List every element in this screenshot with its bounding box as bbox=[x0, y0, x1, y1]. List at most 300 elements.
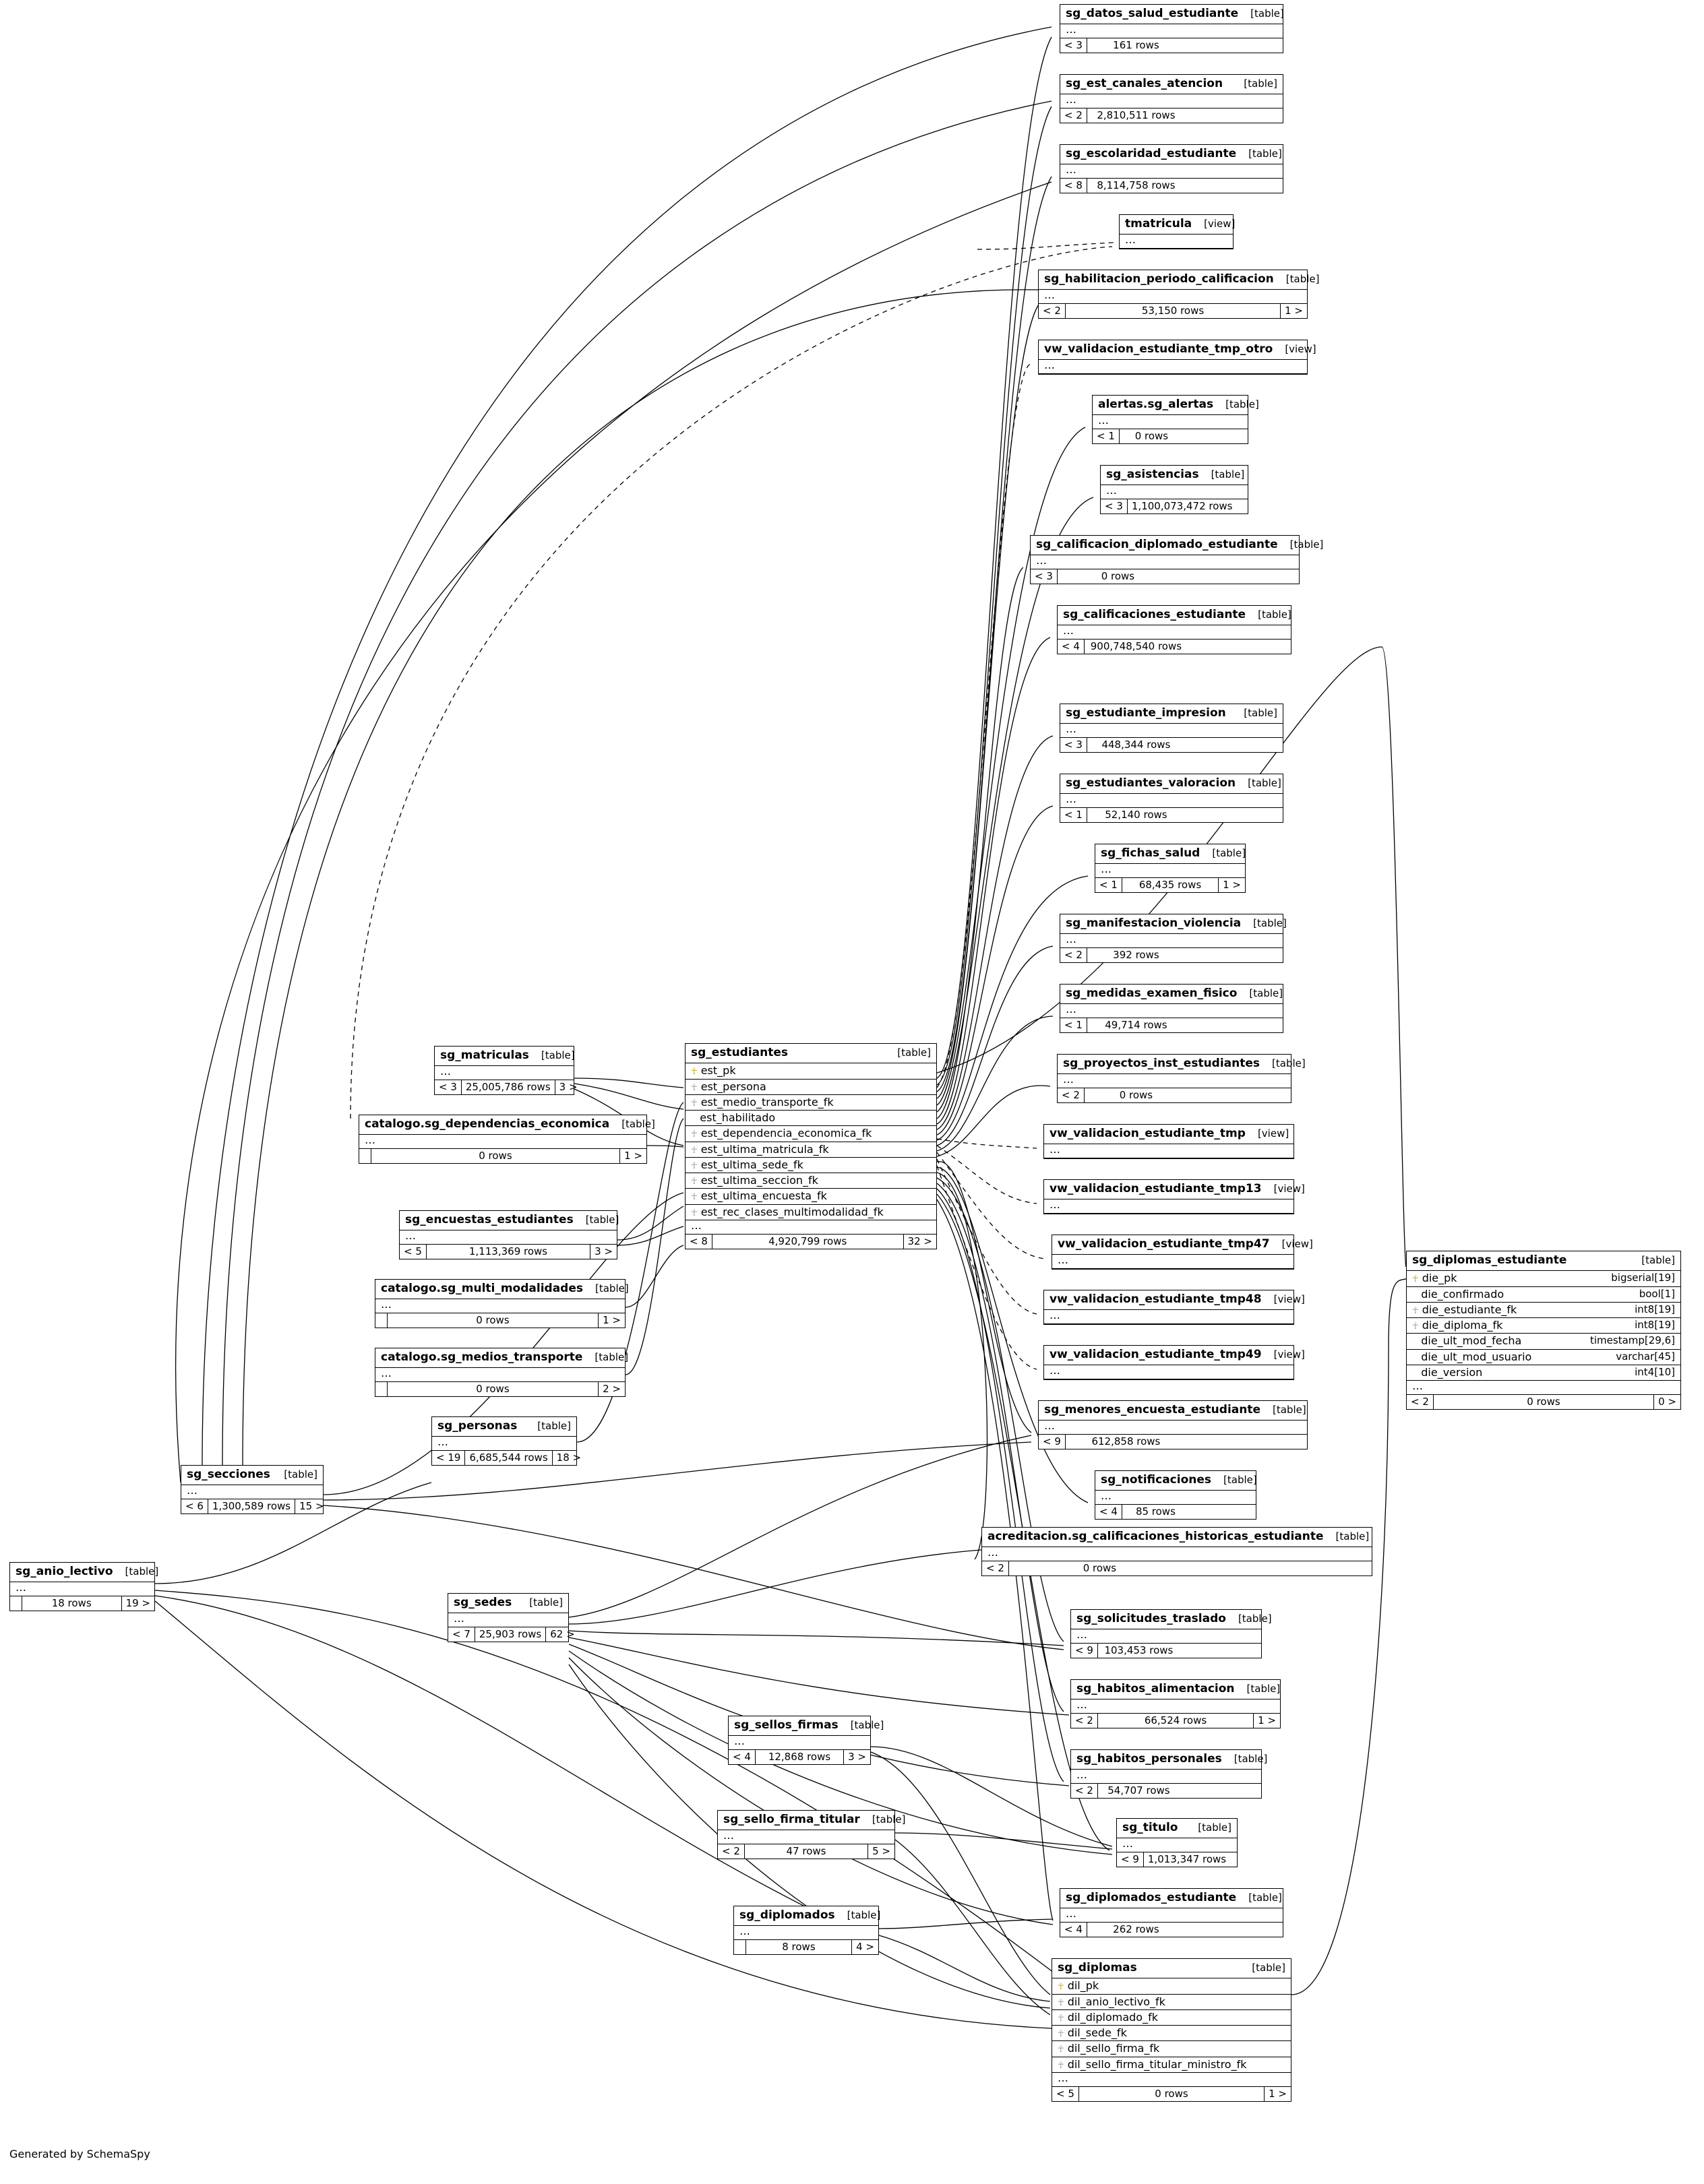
table-footer bbox=[1095, 1505, 1256, 1519]
row-count-label: 47 rows bbox=[786, 1845, 826, 1858]
table-node[interactable] bbox=[717, 1810, 906, 1859]
table-name-label: sg_estudiantes bbox=[691, 1046, 789, 1059]
incoming-fk-count: < 3 bbox=[1101, 499, 1128, 513]
column-type-label bbox=[917, 1111, 931, 1125]
more-columns-ellipsis: … bbox=[1052, 2073, 1291, 2087]
table-node[interactable] bbox=[1070, 1679, 1281, 1728]
table-header bbox=[1095, 844, 1245, 864]
column-name-wrap bbox=[691, 1143, 829, 1156]
outgoing-fk-count: 1 > bbox=[1218, 878, 1245, 892]
table-column-row bbox=[1052, 2057, 1291, 2072]
table-type-label: [table] bbox=[897, 1047, 931, 1059]
column-type-label bbox=[917, 1158, 931, 1172]
table-header bbox=[1101, 466, 1248, 485]
table-node[interactable] bbox=[1070, 1749, 1268, 1799]
column-name-wrap bbox=[691, 1158, 803, 1172]
table-name-label: sg_habitos_alimentacion bbox=[1076, 1682, 1235, 1695]
column-name-wrap bbox=[1058, 2058, 1246, 2071]
incoming-fk-count: < 2 bbox=[1060, 108, 1087, 123]
outgoing-fk-count: 2 > bbox=[598, 1382, 625, 1396]
table-node[interactable] bbox=[1052, 1958, 1291, 2102]
incoming-fk-count: < 5 bbox=[400, 1245, 427, 1259]
column-name-wrap bbox=[691, 1111, 775, 1125]
row-count-label: 0 rows bbox=[479, 1150, 512, 1162]
table-node[interactable] bbox=[1057, 605, 1291, 654]
outgoing-fk-count: 32 > bbox=[903, 1235, 936, 1249]
column-name-label: die_pk bbox=[1422, 1272, 1457, 1285]
table-node[interactable] bbox=[1119, 214, 1234, 249]
table-name-label: alertas.sg_alertas bbox=[1098, 398, 1214, 411]
foreign-key-icon: ☥ bbox=[1412, 1305, 1419, 1316]
table-column-row bbox=[1052, 1978, 1291, 1994]
table-header bbox=[1095, 1471, 1256, 1491]
table-type-label: [table] bbox=[621, 1118, 655, 1130]
column-name-wrap bbox=[691, 1080, 766, 1094]
table-header bbox=[359, 1115, 655, 1135]
table-name-label: sg_menores_encuesta_estudiante bbox=[1044, 1403, 1261, 1416]
outgoing-fk-count bbox=[1185, 808, 1283, 822]
outgoing-fk-count: 1 > bbox=[1253, 1714, 1280, 1728]
row-count-label: 0 rows bbox=[1119, 1089, 1153, 1102]
table-node[interactable] bbox=[1060, 144, 1283, 193]
table-column-row bbox=[686, 1205, 936, 1220]
column-type-label bbox=[917, 1206, 931, 1219]
table-name-label: sg_estudiante_impresion bbox=[1066, 706, 1226, 720]
more-columns-ellipsis: … bbox=[718, 1830, 894, 1844]
table-footer bbox=[1407, 1395, 1680, 1409]
table-type-label: [table] bbox=[1248, 148, 1282, 160]
column-type-label: int8[19] bbox=[1635, 1303, 1675, 1315]
more-columns-ellipsis: … bbox=[1044, 1365, 1294, 1379]
table-footer bbox=[400, 1245, 617, 1259]
table-footer bbox=[1071, 1644, 1261, 1658]
column-type-label: int4[10] bbox=[1635, 1365, 1675, 1378]
table-node[interactable] bbox=[1060, 914, 1287, 963]
table-node[interactable] bbox=[1043, 1124, 1294, 1159]
table-column-row bbox=[1407, 1334, 1680, 1349]
incoming-fk-count: < 3 bbox=[1060, 38, 1087, 53]
table-node[interactable] bbox=[1095, 844, 1246, 893]
row-count-label: 262 rows bbox=[1113, 1923, 1159, 1936]
row-count-label: 49,714 rows bbox=[1105, 1019, 1167, 1032]
table-footer bbox=[1039, 304, 1307, 318]
column-name-label: dil_sello_firma_titular_ministro_fk bbox=[1067, 2057, 1247, 2071]
table-node[interactable] bbox=[1060, 984, 1283, 1033]
table-type-label: [table] bbox=[1223, 1474, 1257, 1486]
table-header bbox=[1060, 774, 1283, 794]
more-columns-ellipsis: … bbox=[1071, 1770, 1261, 1784]
incoming-fk-count bbox=[375, 1313, 388, 1328]
column-name-wrap bbox=[691, 1174, 818, 1187]
more-columns-ellipsis: … bbox=[1117, 1838, 1237, 1852]
row-count-label: 103,453 rows bbox=[1104, 1644, 1174, 1657]
incoming-fk-count bbox=[375, 1382, 388, 1396]
column-name-label: dil_sello_firma_fk bbox=[1067, 2042, 1160, 2055]
table-name-label: sg_escolaridad_estudiante bbox=[1066, 147, 1237, 160]
table-node[interactable] bbox=[1043, 1179, 1305, 1214]
table-column-row bbox=[686, 1095, 936, 1111]
outgoing-fk-count bbox=[1180, 1784, 1261, 1798]
more-columns-ellipsis: … bbox=[1093, 415, 1248, 429]
table-column-row bbox=[1407, 1303, 1680, 1318]
outgoing-fk-count bbox=[1185, 1018, 1283, 1032]
foreign-key-icon: ☥ bbox=[691, 1160, 698, 1171]
table-header bbox=[1052, 1235, 1313, 1255]
column-name-label: est_ultima_seccion_fk bbox=[700, 1174, 818, 1187]
table-header bbox=[982, 1528, 1372, 1547]
foreign-key-icon: ☥ bbox=[691, 1098, 698, 1109]
table-node[interactable] bbox=[1060, 774, 1283, 823]
table-column-row bbox=[686, 1063, 936, 1079]
table-name-label: vw_validacion_estudiante_tmp47 bbox=[1058, 1237, 1270, 1251]
outgoing-fk-count: 1 > bbox=[598, 1313, 625, 1328]
row-count-label: 54,707 rows bbox=[1107, 1784, 1170, 1797]
table-footer bbox=[1071, 1784, 1261, 1798]
column-type-label bbox=[1272, 1995, 1285, 2009]
row-count-label: 0 rows bbox=[1155, 2087, 1188, 2100]
table-footer bbox=[359, 1149, 646, 1163]
column-type-label bbox=[917, 1096, 931, 1109]
row-count-label: 4,920,799 rows bbox=[768, 1235, 847, 1247]
column-name-label: dil_anio_lectivo_fk bbox=[1067, 1995, 1165, 2008]
column-name-label: die_diploma_fk bbox=[1422, 1319, 1503, 1332]
table-node[interactable] bbox=[375, 1279, 629, 1328]
incoming-fk-count: < 1 bbox=[1095, 878, 1122, 892]
generator-credit: Generated by SchemaSpy bbox=[9, 2148, 150, 2160]
table-header bbox=[400, 1211, 617, 1230]
column-name-wrap bbox=[1412, 1272, 1457, 1285]
more-columns-ellipsis: … bbox=[1044, 1144, 1294, 1158]
table-node[interactable] bbox=[1095, 1470, 1256, 1520]
table-type-label: [table] bbox=[1249, 987, 1283, 999]
table-name-label: sg_fichas_salud bbox=[1101, 846, 1200, 860]
outgoing-fk-count bbox=[1178, 569, 1299, 584]
incoming-fk-count: < 8 bbox=[686, 1235, 712, 1249]
table-footer bbox=[734, 1940, 878, 1954]
table-type-label: [table] bbox=[541, 1049, 575, 1061]
table-footer bbox=[375, 1382, 625, 1396]
outgoing-fk-count bbox=[1188, 639, 1291, 654]
table-node[interactable] bbox=[1043, 1345, 1305, 1380]
more-columns-ellipsis: … bbox=[375, 1368, 625, 1382]
incoming-fk-count: < 3 bbox=[1031, 569, 1058, 584]
more-columns-ellipsis: … bbox=[1095, 864, 1245, 878]
table-node[interactable] bbox=[181, 1465, 324, 1514]
row-count-label: 8,114,758 rows bbox=[1097, 179, 1176, 192]
table-type-label: [table] bbox=[1258, 609, 1291, 621]
more-columns-ellipsis: … bbox=[1101, 485, 1248, 499]
table-type-label: [table] bbox=[1253, 917, 1287, 929]
table-type-label: [table] bbox=[1272, 1057, 1306, 1069]
row-count-label: 612,858 rows bbox=[1091, 1435, 1161, 1448]
table-footer bbox=[1060, 38, 1283, 53]
table-node[interactable] bbox=[1116, 1818, 1238, 1867]
more-columns-ellipsis: … bbox=[359, 1135, 646, 1149]
table-name-label: sg_notificaciones bbox=[1101, 1473, 1212, 1487]
table-header bbox=[448, 1594, 568, 1613]
table-type-label: [view] bbox=[1273, 1293, 1305, 1305]
table-header bbox=[1060, 145, 1283, 164]
table-footer bbox=[1060, 738, 1283, 752]
foreign-key-icon: ☥ bbox=[691, 1177, 698, 1187]
table-column-row bbox=[1407, 1365, 1680, 1380]
more-columns-ellipsis: … bbox=[1060, 1908, 1283, 1923]
column-name-wrap bbox=[1412, 1288, 1504, 1301]
more-columns-ellipsis: … bbox=[10, 1582, 154, 1596]
row-count-label: 85 rows bbox=[1135, 1505, 1176, 1518]
table-name-label: sg_diplomas bbox=[1058, 1961, 1137, 1974]
outgoing-fk-count: 3 > bbox=[555, 1080, 582, 1094]
table-column-row bbox=[686, 1158, 936, 1173]
incoming-fk-count: < 4 bbox=[1058, 639, 1085, 654]
table-type-label: [table] bbox=[125, 1565, 159, 1578]
table-column-row bbox=[1052, 2010, 1291, 2026]
table-type-label: [table] bbox=[1285, 273, 1320, 285]
table-type-label: [table] bbox=[1335, 1530, 1370, 1542]
more-columns-ellipsis: … bbox=[1058, 1074, 1291, 1088]
column-name-label: est_ultima_encuesta_fk bbox=[700, 1189, 827, 1203]
column-name-wrap bbox=[691, 1064, 736, 1078]
outgoing-fk-count bbox=[1188, 1088, 1291, 1102]
outgoing-fk-count bbox=[1185, 108, 1283, 123]
outgoing-fk-count bbox=[1237, 499, 1248, 513]
table-column-row bbox=[686, 1142, 936, 1158]
table-node[interactable] bbox=[1060, 704, 1283, 753]
table-name-label: sg_manifestacion_violencia bbox=[1066, 916, 1242, 930]
table-type-label: [table] bbox=[850, 1719, 884, 1731]
table-name-label: tmatricula bbox=[1125, 217, 1192, 230]
incoming-fk-count: < 2 bbox=[718, 1844, 745, 1859]
table-name-label: sg_diplomados_estudiante bbox=[1066, 1891, 1237, 1904]
table-node[interactable] bbox=[1038, 270, 1320, 319]
incoming-fk-count: < 3 bbox=[435, 1080, 462, 1094]
table-type-label: [table] bbox=[1211, 468, 1245, 480]
table-type-label: [table] bbox=[1248, 777, 1281, 789]
foreign-key-icon: ☥ bbox=[1412, 1321, 1419, 1332]
table-node[interactable] bbox=[1060, 4, 1283, 53]
table-header bbox=[1058, 1055, 1306, 1074]
table-type-label: [table] bbox=[872, 1813, 906, 1826]
column-type-label: timestamp[29,6] bbox=[1589, 1334, 1675, 1347]
column-name-wrap bbox=[1058, 2026, 1127, 2040]
table-header bbox=[729, 1716, 884, 1736]
column-name-label: dil_diplomado_fk bbox=[1067, 2010, 1158, 2024]
incoming-fk-count: < 2 bbox=[982, 1561, 1009, 1575]
table-footer bbox=[1060, 1018, 1283, 1032]
table-footer bbox=[1031, 569, 1299, 584]
outgoing-fk-count bbox=[1230, 1852, 1242, 1867]
table-header bbox=[1407, 1251, 1680, 1271]
table-type-label: [table] bbox=[1244, 707, 1277, 719]
row-count-label: 6,685,544 rows bbox=[469, 1452, 548, 1464]
outgoing-fk-count: 1 > bbox=[619, 1149, 646, 1163]
table-node[interactable] bbox=[1052, 1235, 1313, 1270]
table-node[interactable] bbox=[399, 1210, 617, 1259]
column-name-label: est_habilitado bbox=[700, 1111, 776, 1124]
table-footer bbox=[1093, 429, 1248, 443]
table-header bbox=[1120, 215, 1236, 235]
table-node[interactable] bbox=[9, 1562, 159, 1611]
table-node[interactable] bbox=[1100, 465, 1248, 514]
more-columns-ellipsis: … bbox=[1039, 360, 1307, 374]
column-type-label bbox=[917, 1064, 931, 1078]
table-node[interactable] bbox=[1406, 1251, 1681, 1410]
row-count-label: 392 rows bbox=[1113, 949, 1159, 962]
column-name-label: est_pk bbox=[700, 1064, 736, 1078]
table-name-label: vw_validacion_estudiante_tmp bbox=[1049, 1127, 1246, 1140]
column-name-label: die_ult_mod_fecha bbox=[1421, 1334, 1522, 1348]
more-columns-ellipsis: … bbox=[1120, 235, 1233, 249]
table-column-row bbox=[1407, 1350, 1680, 1365]
column-list bbox=[1052, 1978, 1291, 2073]
primary-key-icon: ☥ bbox=[1058, 1982, 1064, 1993]
incoming-fk-count: < 8 bbox=[1060, 179, 1087, 193]
table-header bbox=[1093, 396, 1259, 415]
more-columns-ellipsis: … bbox=[1058, 625, 1291, 639]
column-name-wrap bbox=[1412, 1350, 1531, 1364]
table-header bbox=[1071, 1750, 1268, 1770]
table-name-label: sg_asistencias bbox=[1106, 468, 1199, 481]
column-type-label: int8[19] bbox=[1635, 1319, 1675, 1331]
table-type-label: [view] bbox=[1204, 218, 1236, 230]
more-columns-ellipsis: … bbox=[448, 1613, 568, 1627]
more-columns-ellipsis: … bbox=[729, 1736, 870, 1750]
table-column-row bbox=[686, 1080, 936, 1095]
outgoing-fk-count: 18 > bbox=[552, 1451, 585, 1465]
table-header bbox=[1060, 985, 1283, 1004]
row-count-label: 52,140 rows bbox=[1105, 809, 1167, 821]
table-footer bbox=[1039, 1435, 1307, 1449]
table-node[interactable] bbox=[1060, 1888, 1283, 1937]
table-node[interactable] bbox=[1060, 74, 1283, 123]
table-name-label: catalogo.sg_medios_transporte bbox=[381, 1350, 583, 1364]
table-column-row bbox=[1407, 1318, 1680, 1334]
more-columns-ellipsis: … bbox=[432, 1437, 576, 1451]
table-column-row bbox=[686, 1173, 936, 1189]
foreign-key-icon: ☥ bbox=[691, 1145, 698, 1156]
table-node[interactable] bbox=[685, 1043, 937, 1249]
table-name-label: sg_calificacion_diplomado_estudiante bbox=[1036, 538, 1278, 551]
no-key-spacer bbox=[1412, 1353, 1418, 1364]
table-header bbox=[1044, 1125, 1294, 1144]
outgoing-fk-count: 15 > bbox=[295, 1499, 328, 1514]
column-name-label: est_ultima_sede_fk bbox=[700, 1158, 803, 1171]
table-type-label: [table] bbox=[1273, 1404, 1306, 1416]
table-type-label: [table] bbox=[585, 1214, 619, 1226]
table-node[interactable] bbox=[1057, 1054, 1306, 1103]
incoming-fk-count bbox=[10, 1596, 22, 1611]
row-count-label: 0 rows bbox=[476, 1383, 510, 1396]
column-name-wrap bbox=[1058, 1979, 1099, 1993]
row-count-label: 1,300,589 rows bbox=[212, 1500, 291, 1513]
table-node[interactable] bbox=[1038, 340, 1316, 375]
table-name-label: sg_sellos_firmas bbox=[734, 1718, 839, 1732]
row-count-label: 12,868 rows bbox=[768, 1751, 831, 1764]
table-footer bbox=[1060, 108, 1283, 123]
table-name-label: sg_calificaciones_estudiante bbox=[1063, 608, 1246, 621]
more-columns-ellipsis: … bbox=[1039, 290, 1307, 304]
table-type-label: [table] bbox=[1250, 7, 1284, 20]
table-header bbox=[1044, 1346, 1305, 1365]
table-type-label: [table] bbox=[537, 1420, 571, 1432]
table-header bbox=[686, 1044, 936, 1063]
table-header bbox=[734, 1906, 881, 1926]
column-name-wrap bbox=[1058, 2011, 1158, 2024]
column-name-label: est_medio_transporte_fk bbox=[700, 1095, 834, 1109]
table-name-label: sg_est_canales_atencion bbox=[1066, 77, 1223, 90]
outgoing-fk-count: 5 > bbox=[868, 1844, 894, 1859]
table-node[interactable] bbox=[448, 1593, 575, 1642]
foreign-key-icon: ☥ bbox=[1058, 2060, 1064, 2071]
table-footer bbox=[10, 1596, 154, 1611]
table-footer bbox=[1117, 1852, 1237, 1867]
outgoing-fk-count bbox=[1185, 1923, 1283, 1937]
table-type-label: [table] bbox=[1238, 1613, 1272, 1625]
outgoing-fk-count bbox=[1189, 1505, 1256, 1519]
incoming-fk-count: < 5 bbox=[1052, 2087, 1079, 2101]
table-name-label: sg_titulo bbox=[1122, 1821, 1178, 1834]
incoming-fk-count: < 9 bbox=[1039, 1435, 1066, 1449]
table-header bbox=[1058, 606, 1291, 625]
table-node[interactable] bbox=[1092, 395, 1259, 444]
table-footer bbox=[729, 1750, 870, 1764]
table-node[interactable] bbox=[981, 1527, 1372, 1576]
table-name-label: sg_proyectos_inst_estudiantes bbox=[1063, 1057, 1260, 1070]
table-footer bbox=[1058, 639, 1291, 654]
foreign-key-icon: ☥ bbox=[691, 1129, 698, 1140]
incoming-fk-count: < 4 bbox=[729, 1750, 756, 1764]
table-column-row bbox=[686, 1126, 936, 1142]
table-node[interactable] bbox=[431, 1416, 582, 1466]
table-column-row bbox=[1407, 1287, 1680, 1303]
table-type-label: [table] bbox=[1289, 538, 1324, 551]
column-name-wrap bbox=[691, 1127, 872, 1140]
table-node[interactable] bbox=[1038, 1400, 1308, 1449]
table-type-label: [table] bbox=[1246, 1683, 1281, 1695]
incoming-fk-count: < 6 bbox=[181, 1499, 208, 1514]
outgoing-fk-count: 4 > bbox=[851, 1940, 878, 1954]
table-node[interactable] bbox=[733, 1906, 879, 1955]
table-header bbox=[375, 1348, 629, 1368]
table-header bbox=[375, 1280, 629, 1299]
table-node[interactable] bbox=[359, 1115, 655, 1164]
column-list bbox=[686, 1063, 936, 1220]
foreign-key-icon: ☥ bbox=[1058, 2013, 1064, 2024]
column-type-label bbox=[917, 1143, 931, 1156]
table-type-label: [table] bbox=[1641, 1254, 1675, 1266]
column-type-label bbox=[917, 1189, 931, 1203]
column-type-label: bigserial[19] bbox=[1611, 1272, 1675, 1284]
table-name-label: sg_sedes bbox=[454, 1596, 512, 1609]
table-node[interactable] bbox=[434, 1046, 578, 1095]
row-count-label: 25,903 rows bbox=[479, 1628, 542, 1641]
table-name-label: sg_estudiantes_valoracion bbox=[1066, 776, 1236, 790]
table-node[interactable] bbox=[1070, 1609, 1272, 1658]
table-name-label: sg_matriculas bbox=[440, 1049, 529, 1062]
more-columns-ellipsis: … bbox=[1031, 555, 1299, 569]
table-type-label: [table] bbox=[1225, 398, 1259, 410]
more-columns-ellipsis: … bbox=[1060, 164, 1283, 179]
table-name-label: vw_validacion_estudiante_tmp48 bbox=[1049, 1292, 1262, 1306]
table-node[interactable] bbox=[375, 1348, 629, 1397]
table-node[interactable] bbox=[728, 1716, 884, 1765]
table-name-label: sg_habitos_personales bbox=[1076, 1752, 1222, 1766]
more-columns-ellipsis: … bbox=[1407, 1381, 1680, 1395]
column-name-wrap bbox=[1412, 1334, 1521, 1348]
table-node[interactable] bbox=[1030, 535, 1324, 584]
table-node[interactable] bbox=[1043, 1290, 1305, 1325]
table-name-label: sg_anio_lectivo bbox=[16, 1565, 113, 1578]
